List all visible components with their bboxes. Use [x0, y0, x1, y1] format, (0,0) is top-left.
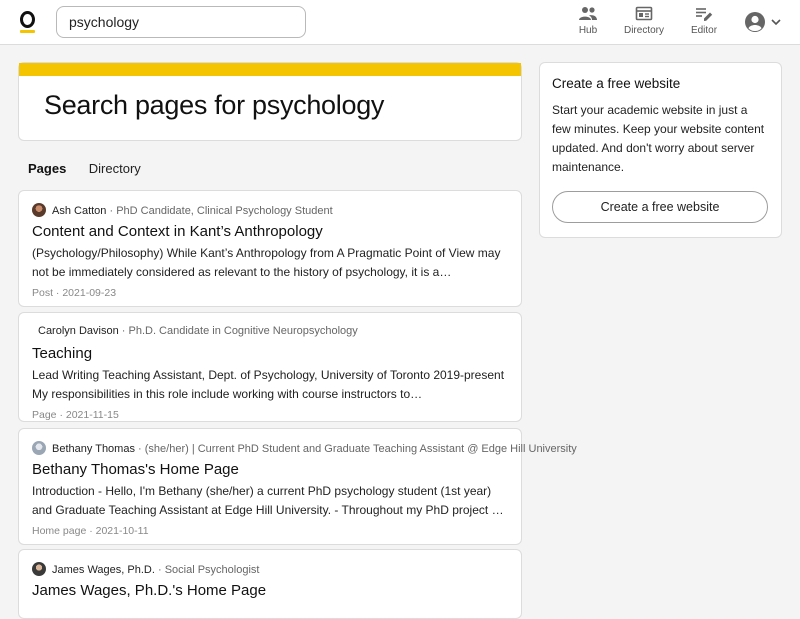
author-name[interactable]: Ash Catton — [52, 205, 107, 217]
result-meta: Home page · 2021-10-11 — [32, 525, 149, 537]
panel-title: Create a free website — [552, 76, 681, 91]
author-role: · Social Psychologist — [157, 564, 260, 576]
page-title: Search pages for psychology — [44, 90, 385, 120]
create-website-button[interactable]: Create a free website — [552, 191, 768, 223]
avatar — [32, 562, 46, 576]
author-name[interactable]: Bethany Thomas — [52, 443, 135, 455]
site-logo-icon[interactable] — [18, 10, 38, 34]
panel-body: Start your academic website in just a few minutes. Keep your website content updated. And don't worry about server maintenance. — [552, 103, 765, 174]
result-card[interactable] — [18, 190, 522, 307]
author-role: · PhD Candidate, Clinical Psychology Student — [109, 205, 333, 217]
result-meta: Post · 2021-09-23 — [32, 287, 117, 299]
nav-hub[interactable] — [573, 6, 603, 40]
account-icon — [744, 11, 766, 33]
create-website-panel — [539, 62, 782, 238]
avatar — [32, 441, 46, 455]
search-header — [18, 62, 522, 141]
author-name[interactable]: James Wages, Ph.D. — [52, 564, 155, 576]
result-title[interactable]: Bethany Thomas's Home Page — [32, 461, 239, 478]
result-title[interactable]: Content and Context in Kant’s Anthropology — [32, 223, 323, 240]
avatar — [32, 203, 46, 217]
edit-icon — [695, 6, 713, 22]
nav-editor[interactable] — [686, 6, 722, 40]
author-name[interactable]: Carolyn Davison — [38, 325, 119, 337]
result-card[interactable] — [18, 312, 522, 422]
result-author-line — [32, 441, 577, 457]
directory-icon — [635, 6, 653, 22]
people-icon — [578, 6, 598, 22]
result-tabs — [28, 160, 159, 180]
result-card[interactable] — [18, 428, 577, 545]
author-role: · Ph.D. Candidate in Cognitive Neuropsychology — [121, 325, 358, 337]
nav-directory-label: Directory — [623, 25, 664, 36]
result-card[interactable] — [18, 549, 522, 619]
author-role: · (she/her) | Current PhD Student and Graduate Teaching Assistant @ Edge Hill University — [138, 443, 577, 455]
nav-hub-label: Hub — [578, 25, 598, 36]
result-author-line — [32, 203, 508, 219]
result-snippet: (Psychology/Philosophy) While Kant’s Anthropology from A Pragmatic Point of View may not be immediately considered as relevant to the history of psychology, it is a… — [32, 246, 501, 279]
result-snippet: Introduction - Hello, I'm Bethany (she/her) a current PhD psychology student (1st year) and Graduate Teaching Assistant at Edge Hill University. - Throughout my PhD project … — [32, 484, 504, 517]
result-author-line — [32, 325, 508, 341]
result-snippet: Lead Writing Teaching Assistant, Dept. of Psychology, University of Toronto 2019-present My responsibilities in this role include working with course instructors to… — [32, 368, 505, 401]
top-bar — [0, 0, 800, 45]
tab-pages[interactable]: Pages — [28, 161, 67, 176]
search-input[interactable] — [56, 6, 306, 38]
account-menu[interactable] — [744, 11, 784, 33]
result-author-line — [32, 562, 508, 578]
result-title[interactable]: Teaching — [32, 345, 93, 362]
header-accent-bar — [19, 63, 521, 76]
nav-editor-label: Editor — [690, 25, 718, 36]
nav-directory[interactable] — [619, 6, 669, 40]
tab-directory[interactable]: Directory — [88, 161, 141, 176]
result-meta: Page · 2021-11-15 — [32, 409, 119, 421]
result-title[interactable]: James Wages, Ph.D.'s Home Page — [32, 582, 267, 599]
chevron-down-icon — [771, 18, 781, 26]
